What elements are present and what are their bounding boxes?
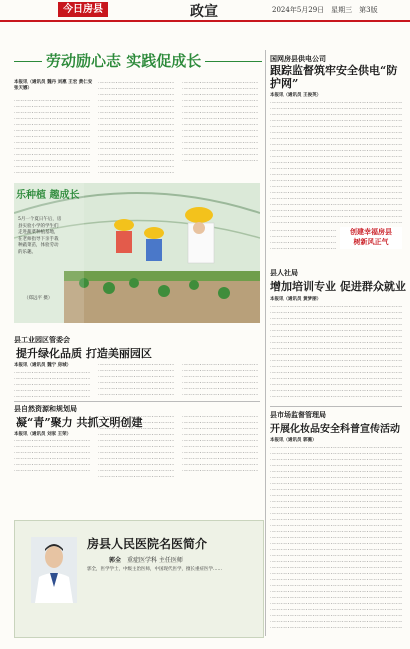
article2-kicker: 县工业园区管委会 [14, 335, 70, 344]
article6-headline: 开展化妆品安全科普宣传活动 [270, 424, 400, 435]
article1-byline: 本报讯（通讯员 魏丹 刘惠 王宏 黄仁安 张天娜） [14, 80, 93, 91]
article3-body-col3 [182, 414, 258, 480]
article4-kicker: 国网房县供电公司 [270, 54, 326, 63]
slogan-box [340, 227, 402, 249]
article3-body-col1 [14, 438, 90, 476]
article5-headline: 增加培训专业 促进群众就业 [270, 280, 406, 293]
article6-body-col [270, 445, 402, 636]
ad-bio: 郭全，医学学士，中级主治医师，中国现代医学，擅长重症医学…… [87, 567, 222, 572]
article2-byline: 本报讯（通讯员 魏宁 房城） [14, 363, 72, 368]
divider-article2 [14, 401, 260, 402]
article3-byline: 本报讯（通讯员 刘家 王荣） [14, 432, 72, 437]
article1-body-col1 [14, 98, 90, 180]
article5-body-col [270, 304, 402, 400]
article3-headline: 凝“青”聚力 共抓文明创建 [16, 416, 143, 429]
photo-caption-title: 乐种植 趣成长 [16, 190, 80, 201]
article4-body-col [270, 100, 402, 228]
article5-kicker: 县人社局 [270, 268, 298, 277]
article6-kicker: 县市场监督管理局 [270, 410, 326, 419]
section-title: 政宣 [190, 4, 218, 20]
slogan-line2: 树新风正气 [353, 237, 389, 246]
article2-headline: 提升绿化品质 打造美丽园区 [16, 347, 152, 360]
doctor-photo [31, 537, 77, 603]
doctor-title: 重症医学科 主任医师 [126, 557, 183, 564]
photo-planting [14, 183, 260, 323]
photo-caption-text: 5月一个夏日午后，房县实验小学的学生们走进蔬菜种植基地，在老师指导下亲手栽种蔬菜苗，体验劳动的乐趣。 [18, 217, 62, 255]
article1-body-col2 [98, 80, 174, 180]
article1-headline: 劳动励心志 实践促成长 [14, 50, 262, 74]
doctor-name: 郭全 [109, 557, 122, 564]
article4-byline: 本报讯（通讯员 王俊英） [270, 93, 322, 98]
masthead [0, 0, 410, 22]
article4-headline: 跟踪监督筑牢安全供电“防护网” [270, 64, 398, 90]
ad-title: 房县人民医院名医简介 [87, 537, 208, 551]
article2-body-col3 [182, 362, 258, 400]
photo-credit: （郑远平 摄） [24, 296, 53, 301]
article2-body-col1 [14, 370, 90, 400]
article5-byline: 本报讯（通讯员 黄梦丽） [270, 297, 322, 302]
article6-byline: 本报讯（通讯员 郭薇） [270, 438, 317, 443]
article1-body-col3 [182, 80, 258, 180]
photo-caption-box [14, 183, 84, 323]
article3-body-col2 [98, 414, 174, 480]
paper-logo: 今日房县 [58, 2, 108, 17]
slogan-line1: 创建幸福房县 [350, 227, 392, 236]
column-separator [265, 50, 266, 636]
issue-date: 2024年5月29日 星期三 第3版 [272, 6, 378, 14]
hospital-ad [14, 520, 264, 638]
ad-doctor-line [109, 555, 183, 564]
article4-body-col-tail [270, 228, 336, 254]
article3-kicker: 县自然资源和规划局 [14, 404, 77, 413]
divider-article5 [270, 406, 402, 407]
doctor-portrait-icon [31, 537, 77, 603]
article2-body-col2 [98, 362, 174, 400]
